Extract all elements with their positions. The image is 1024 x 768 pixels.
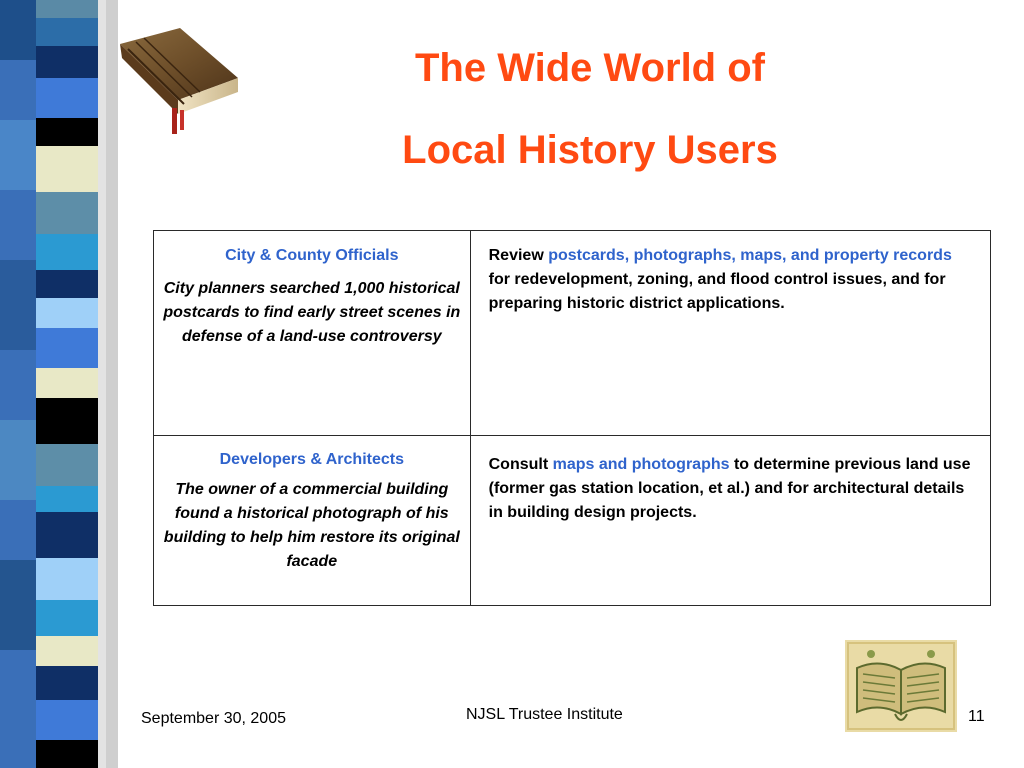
users-table xyxy=(153,230,991,606)
footer-date: September 30, 2005 xyxy=(141,710,286,727)
slide-title-line-1: The Wide World of xyxy=(415,46,765,90)
usage-description xyxy=(471,436,990,525)
user-type-cell xyxy=(154,436,471,606)
user-category-label: Developers & Architects xyxy=(219,451,404,468)
usage-description xyxy=(471,231,990,316)
decorative-stripe-band xyxy=(0,0,118,768)
resource-highlight: postcards, photographs, maps, and property records xyxy=(548,247,952,264)
example-text: The owner of a commercial building found a historical photograph of his building to help him restore its original facade xyxy=(163,481,460,570)
usage-cell xyxy=(470,231,990,436)
usage-cell xyxy=(470,436,990,606)
table-row xyxy=(154,436,991,606)
usage-verb: Review xyxy=(488,247,549,264)
usage-purpose: to determine previous land use (former gas station location, et al.) and for architectural details in building design projects. xyxy=(488,456,971,521)
table-row xyxy=(154,231,991,436)
user-category-label: City & County Officials xyxy=(225,247,399,264)
usage-purpose: for redevelopment, zoning, and flood control issues, and for preparing historic district applications. xyxy=(488,271,946,312)
slide-number: 11 xyxy=(968,708,985,725)
old-book-icon xyxy=(118,22,242,140)
footer-organization: NJSL Trustee Institute xyxy=(466,706,623,723)
user-type-cell xyxy=(154,231,471,436)
usage-verb: Consult xyxy=(488,456,553,473)
open-book-icon xyxy=(845,640,957,732)
example-text: City planners searched 1,000 historical postcards to find early street scenes in defense of a land-use controversy xyxy=(163,280,461,345)
resource-highlight: maps and photographs xyxy=(552,456,730,473)
slide-title-line-2: Local History Users xyxy=(402,128,778,172)
